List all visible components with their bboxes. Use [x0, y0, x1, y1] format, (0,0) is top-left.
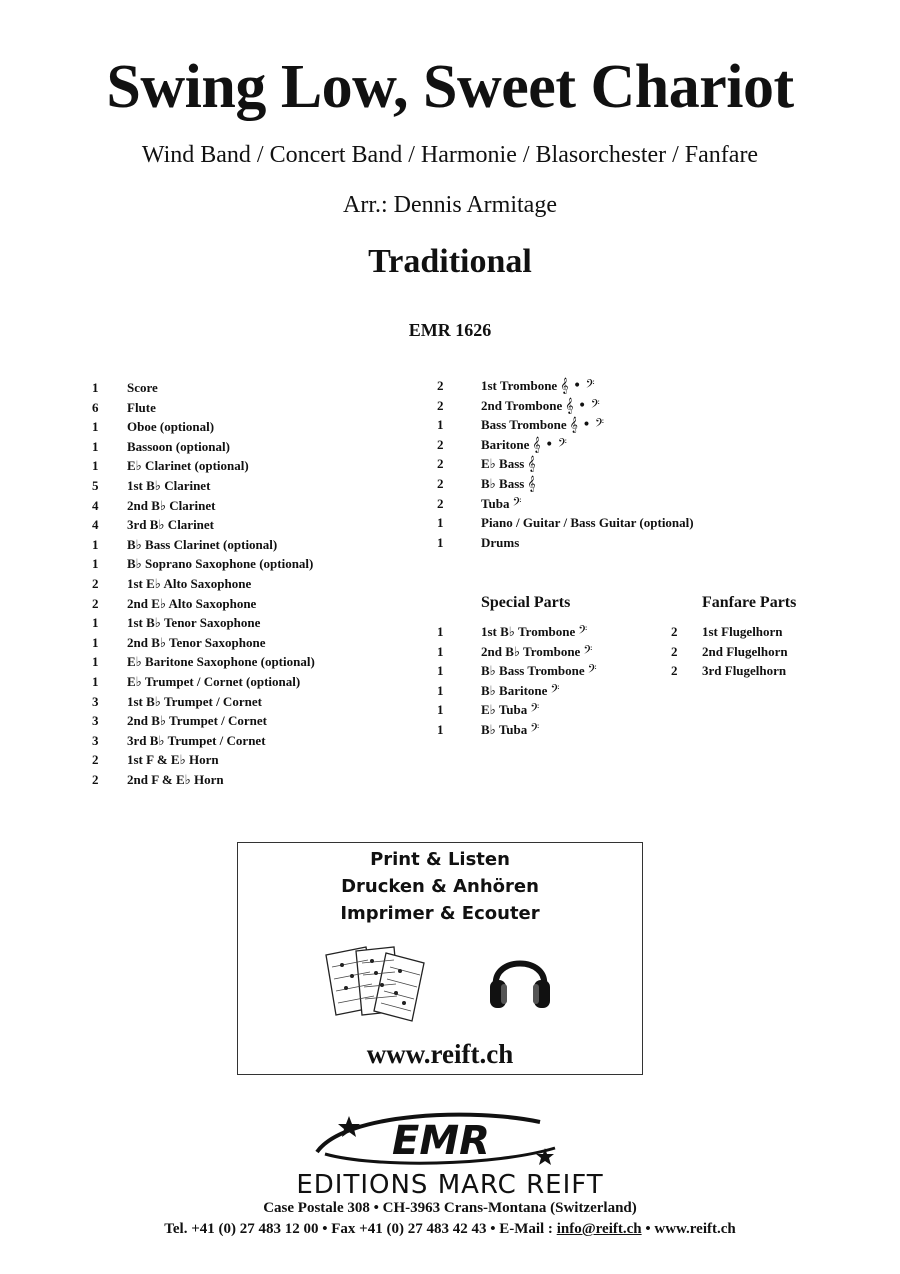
clef-icon: 𝄢	[530, 721, 540, 738]
fanfare-parts-list	[671, 622, 831, 681]
part-name-text: Tuba	[481, 495, 510, 511]
part-name	[127, 574, 251, 594]
part-row	[92, 770, 392, 790]
part-quantity: 5	[92, 477, 99, 493]
part-name-text: B♭ Tuba	[481, 721, 528, 737]
part-name	[127, 496, 215, 516]
part-name-text: 2nd Trombone	[481, 397, 563, 413]
part-quantity: 1	[437, 682, 444, 698]
part-name	[127, 633, 265, 653]
publisher-name: EDITIONS MARC REIFT	[296, 1170, 604, 1200]
catalog-number: EMR 1626	[408, 320, 492, 340]
part-row	[92, 456, 392, 476]
part-name-text: Piano / Guitar / Bass Guitar (optional)	[481, 515, 694, 531]
part-row	[437, 435, 767, 455]
part-row	[437, 454, 767, 474]
part-quantity: 3	[92, 713, 99, 729]
part-name	[127, 711, 267, 731]
part-name	[481, 533, 519, 553]
part-name	[481, 513, 694, 533]
parts-list-right	[437, 376, 767, 552]
part-name-text: 1st B♭ Clarinet	[127, 477, 211, 493]
part-quantity: 1	[92, 673, 99, 689]
part-name	[481, 622, 587, 643]
print-box-line-de: Drucken & Anhören	[341, 876, 539, 897]
part-name	[481, 681, 559, 702]
part-quantity: 2	[92, 575, 99, 591]
part-name-text: B♭ Bass Trombone	[481, 663, 585, 679]
part-name	[127, 456, 249, 476]
part-quantity: 2	[437, 475, 444, 491]
clef-icon: 𝄢	[587, 663, 597, 680]
part-quantity: 2	[437, 436, 444, 452]
part-quantity: 2	[437, 397, 444, 413]
part-name-text: Drums	[481, 534, 520, 550]
part-name	[127, 398, 156, 418]
part-row	[92, 692, 392, 712]
part-quantity: 1	[92, 438, 99, 454]
part-name	[127, 613, 260, 633]
sheet-music-icon	[320, 941, 432, 1023]
part-quantity: 3	[92, 732, 99, 748]
part-quantity: 1	[437, 643, 444, 659]
part-name-text: E♭ Tuba	[481, 702, 528, 718]
part-quantity: 1	[437, 534, 444, 550]
part-name	[481, 474, 536, 495]
part-name-text: Bassoon (optional)	[127, 438, 230, 454]
part-name-text: 2nd F & E♭ Horn	[127, 771, 224, 787]
clef-icon: 𝄞 • 𝄢	[532, 436, 567, 453]
part-quantity: 2	[92, 595, 99, 611]
clef-icon: 𝄢	[583, 643, 593, 660]
print-listen-box	[237, 842, 643, 1075]
part-quantity: 1	[437, 663, 444, 679]
arranger-credit: Arr.: Dennis Armitage	[343, 192, 557, 218]
part-row	[437, 513, 767, 533]
part-row	[92, 437, 392, 457]
part-row	[92, 711, 392, 731]
part-row	[437, 415, 767, 435]
part-name	[127, 692, 262, 712]
part-quantity: 1	[92, 634, 99, 650]
special-parts-heading: Special Parts	[481, 594, 571, 611]
part-name	[702, 622, 783, 642]
part-name-text: E♭ Clarinet (optional)	[127, 458, 249, 474]
part-name-text: 1st E♭ Alto Saxophone	[127, 575, 252, 591]
part-quantity: 1	[437, 417, 444, 433]
part-name	[481, 435, 567, 456]
part-row	[437, 533, 767, 553]
contact-phone-fax: Tel. +41 (0) 27 483 12 00 • Fax +41 (0) 27 483 42 43 • E-Mail :	[164, 1221, 557, 1237]
part-row	[92, 672, 392, 692]
part-quantity: 2	[671, 663, 678, 679]
clef-icon: 𝄞	[527, 456, 536, 473]
headphones-icon	[488, 942, 552, 1012]
part-row	[92, 535, 392, 555]
special-parts-list	[437, 622, 657, 740]
part-quantity: 2	[92, 771, 99, 787]
part-row	[92, 378, 392, 398]
contact-website: • www.reift.ch	[641, 1221, 736, 1237]
part-quantity: 4	[92, 497, 99, 513]
part-row	[437, 700, 657, 720]
parts-list-left	[92, 378, 392, 789]
part-quantity: 3	[92, 693, 99, 709]
part-quantity: 1	[92, 615, 99, 631]
part-name-text: 1st B♭ Trumpet / Cornet	[127, 693, 262, 709]
part-name-text: B♭ Bass	[481, 475, 525, 491]
part-name-text: B♭ Baritone	[481, 682, 548, 698]
part-quantity: 2	[437, 495, 444, 511]
part-name	[481, 642, 592, 663]
part-row	[437, 720, 657, 740]
part-name	[481, 720, 539, 741]
fanfare-parts-heading: Fanfare Parts	[702, 594, 797, 611]
part-name	[127, 417, 214, 437]
clef-icon: 𝄞	[527, 475, 536, 492]
part-quantity: 6	[92, 399, 99, 415]
part-quantity: 4	[92, 517, 99, 533]
part-name-text: 3rd B♭ Trumpet / Cornet	[127, 732, 266, 748]
part-name	[127, 731, 266, 751]
part-name-text: Oboe (optional)	[127, 419, 215, 435]
part-quantity: 1	[92, 419, 99, 435]
clef-icon: 𝄢	[578, 624, 588, 640]
part-row	[671, 661, 831, 681]
part-name-text: 1st B♭ Trombone	[481, 624, 576, 639]
part-quantity: 1	[92, 654, 99, 670]
part-name	[127, 652, 315, 672]
part-name-text: 1st Trombone	[481, 378, 558, 393]
part-name-text: 2nd Flugelhorn	[702, 643, 788, 659]
part-name-text: 1st F & E♭ Horn	[127, 752, 219, 768]
part-name	[127, 515, 214, 535]
clef-icon: 𝄢	[550, 682, 560, 699]
part-name	[127, 437, 230, 457]
print-box-line-en: Print & Listen	[370, 849, 510, 870]
page-title: Swing Low, Sweet Chariot	[106, 53, 794, 121]
part-quantity: 1	[92, 536, 99, 552]
part-row	[437, 474, 767, 494]
part-quantity: 1	[92, 458, 99, 474]
part-row	[92, 731, 392, 751]
part-name-text: E♭ Trumpet / Cornet (optional)	[127, 673, 301, 689]
clef-icon: 𝄢	[530, 702, 540, 719]
part-name-text: 2nd B♭ Tenor Saxophone	[127, 634, 266, 650]
part-row	[671, 622, 831, 642]
clef-icon: 𝄞 • 𝄢	[560, 378, 595, 394]
part-name-text: Flute	[127, 399, 156, 415]
part-name-text: 2nd B♭ Trombone	[481, 643, 581, 659]
clef-icon: 𝄞 • 𝄢	[569, 417, 605, 434]
part-name-text: 2nd B♭ Trumpet / Cornet	[127, 713, 267, 729]
part-name	[481, 661, 597, 682]
part-name	[481, 415, 604, 436]
part-name	[127, 378, 158, 398]
part-name-text: 3rd B♭ Clarinet	[127, 517, 215, 533]
part-quantity: 1	[437, 624, 444, 639]
part-name	[481, 700, 539, 721]
part-quantity: 1	[92, 380, 99, 395]
part-name-text: B♭ Bass Clarinet (optional)	[127, 536, 278, 552]
part-quantity: 1	[437, 515, 444, 531]
part-name-text: 3rd Flugelhorn	[702, 663, 787, 679]
part-row	[92, 398, 392, 418]
part-name	[127, 770, 224, 790]
part-row	[92, 496, 392, 516]
publisher-contact	[0, 1221, 900, 1238]
part-name	[127, 535, 277, 555]
part-quantity: 2	[671, 624, 678, 639]
part-name-text: E♭ Bass	[481, 456, 525, 472]
clef-icon: 𝄞 • 𝄢	[565, 397, 600, 414]
part-row	[92, 476, 392, 496]
svg-text:EMR: EMR	[392, 1118, 490, 1164]
part-name-text: 1st Flugelhorn	[702, 624, 783, 639]
part-quantity: 2	[437, 378, 444, 393]
part-quantity: 2	[671, 643, 678, 659]
part-name	[481, 494, 521, 515]
part-name-text: Baritone	[481, 436, 530, 452]
part-row	[92, 750, 392, 770]
part-quantity: 1	[437, 702, 444, 718]
part-name	[127, 554, 313, 574]
part-name-text: B♭ Soprano Saxophone (optional)	[127, 556, 314, 572]
part-row	[437, 376, 767, 396]
part-row	[437, 681, 657, 701]
part-row	[92, 633, 392, 653]
print-box-url[interactable]: www.reift.ch	[366, 1039, 514, 1069]
part-name	[127, 594, 256, 614]
clef-icon: 𝄢	[512, 495, 522, 512]
part-row	[92, 574, 392, 594]
part-quantity: 1	[92, 556, 99, 572]
composer-credit: Traditional	[368, 243, 532, 280]
part-name-text: 2nd E♭ Alto Saxophone	[127, 595, 257, 611]
part-row	[92, 515, 392, 535]
part-name	[481, 454, 536, 475]
emr-logo-icon	[305, 1108, 575, 1172]
part-row	[92, 594, 392, 614]
part-name-text: 1st B♭ Tenor Saxophone	[127, 615, 261, 631]
part-name-text: E♭ Baritone Saxophone (optional)	[127, 654, 315, 670]
part-row	[437, 661, 657, 681]
part-row	[671, 642, 831, 662]
part-name-text: Bass Trombone	[481, 417, 567, 433]
part-row	[92, 652, 392, 672]
part-name-text: Score	[127, 380, 158, 395]
print-box-line-fr: Imprimer & Ecouter	[340, 903, 540, 924]
part-row	[437, 494, 767, 514]
part-name-text: 2nd B♭ Clarinet	[127, 497, 216, 513]
publisher-address: Case Postale 308 • CH-3963 Crans-Montana (Switzerland)	[263, 1200, 637, 1216]
part-row	[437, 642, 657, 662]
part-name	[127, 750, 219, 770]
part-name	[702, 642, 788, 662]
ensemble-subtitle: Wind Band / Concert Band / Harmonie / Blasorchester / Fanfare	[141, 142, 759, 168]
part-name	[481, 396, 600, 417]
part-name	[702, 661, 786, 681]
part-name	[481, 376, 595, 397]
part-quantity: 2	[437, 456, 444, 472]
contact-email-link[interactable]: info@reift.ch	[556, 1221, 642, 1237]
part-quantity: 1	[437, 721, 444, 737]
part-row	[92, 554, 392, 574]
part-quantity: 2	[92, 752, 99, 768]
part-row	[92, 417, 392, 437]
part-row	[437, 396, 767, 416]
part-row	[92, 613, 392, 633]
part-name	[127, 476, 210, 496]
part-name	[127, 672, 300, 692]
part-row	[437, 622, 657, 642]
